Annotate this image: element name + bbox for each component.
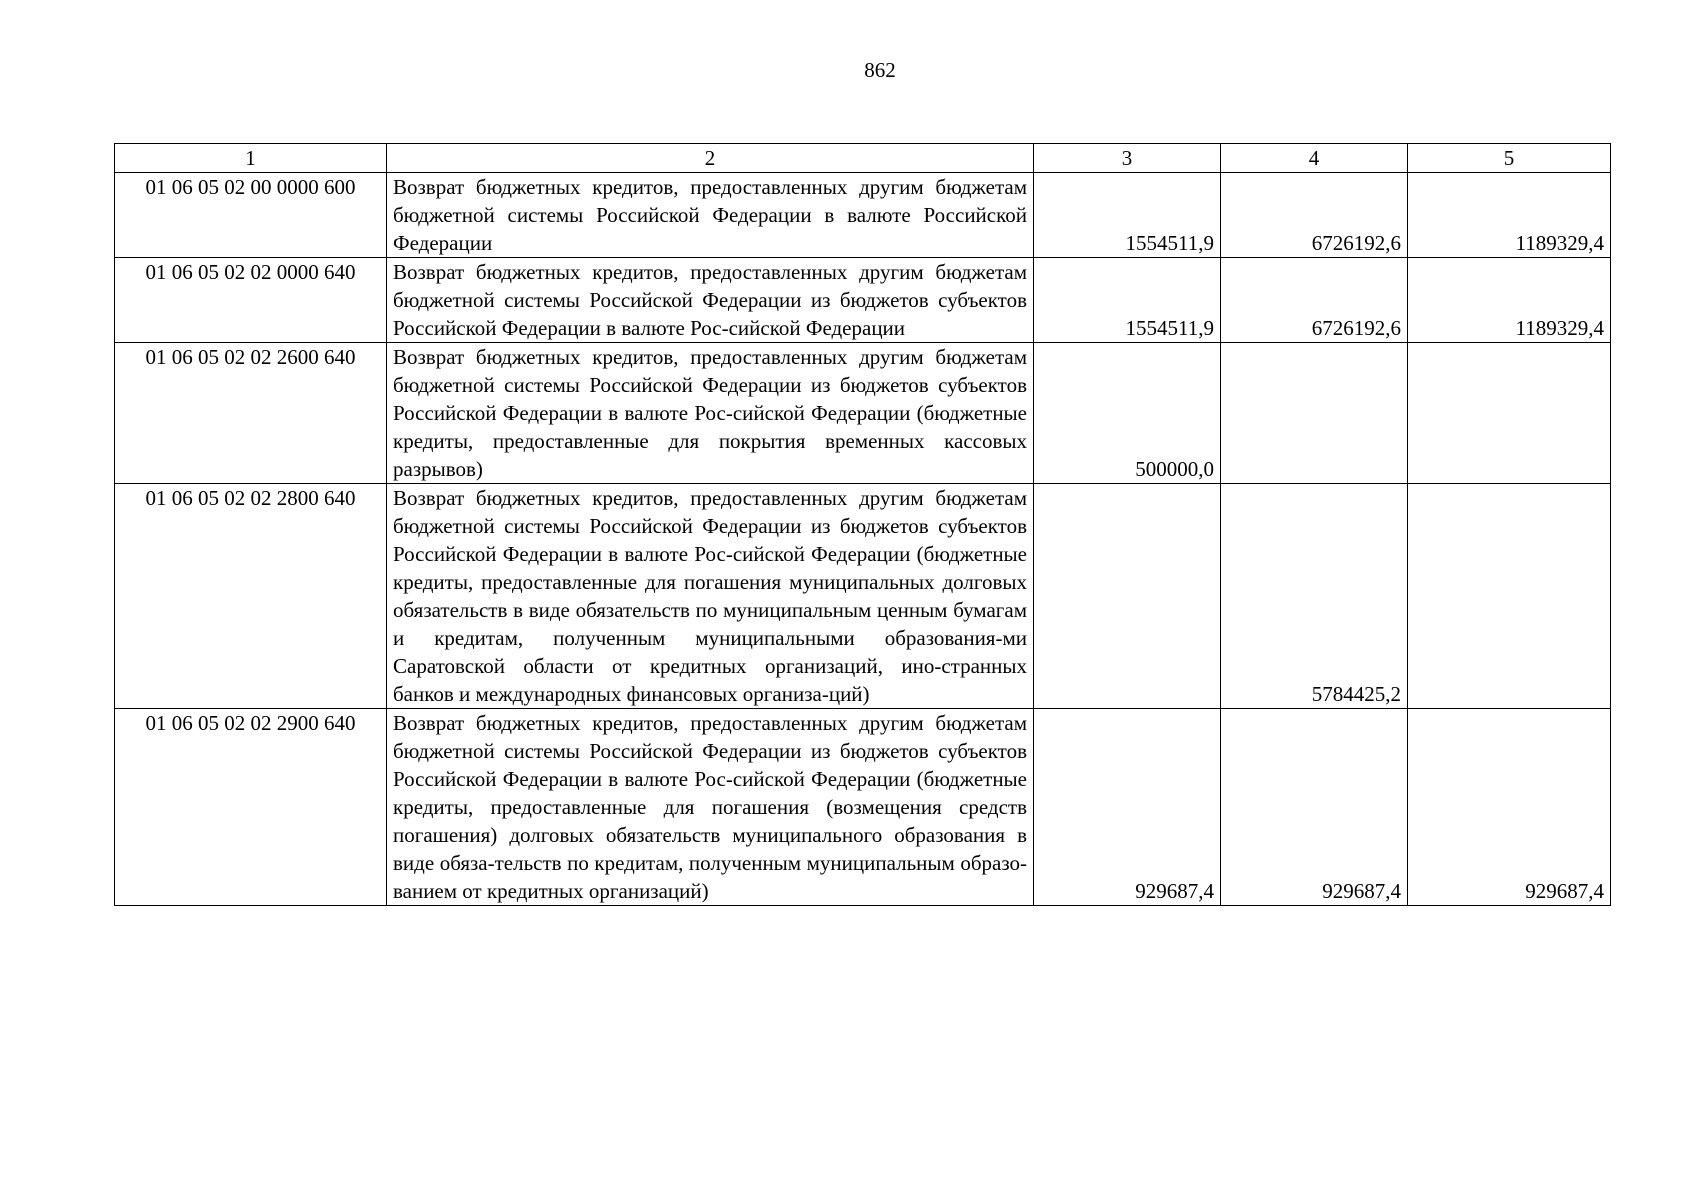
table-row [115,343,1611,484]
header-col-2: 2 [387,144,1034,173]
budget-table [114,143,1611,906]
row-code: 01 06 05 02 02 2600 640 [115,343,387,484]
row-code: 01 06 05 02 02 2800 640 [115,484,387,709]
header-col-3: 3 [1034,144,1221,173]
table-row [115,258,1611,343]
header-col-1: 1 [115,144,387,173]
row-value-col4: 5784425,2 [1221,484,1408,709]
row-description: Возврат бюджетных кредитов, предоставленных другим бюджетам бюджетной системы Российской Федерации из бюджетов субъектов Российской Федерации в валюте Рос-сийской Федерации (бюджетные кредиты, предоставленные для погашения муниципальных долговых обязательств в виде обязательств по муниципальным ценным бумагам и кредитам, полученным муниципальными образования-ми Саратовской области от кредитных организаций, ино-странных банков и международных финансовых организа-ций) [387,484,1034,709]
row-description: Возврат бюджетных кредитов, предоставленных другим бюджетам бюджетной системы Российской Федерации из бюджетов субъектов Российской Федерации в валюте Рос-сийской Федерации [387,258,1034,343]
row-value-col3: 929687,4 [1034,709,1221,906]
table-row [115,173,1611,258]
row-value-col3: 1554511,9 [1034,258,1221,343]
row-description: Возврат бюджетных кредитов, предоставленных другим бюджетам бюджетной системы Российской Федерации из бюджетов субъектов Российской Федерации в валюте Рос-сийской Федерации (бюджетные кредиты, предоставленные для покрытия временных кассовых разрывов) [387,343,1034,484]
row-value-col4: 6726192,6 [1221,258,1408,343]
header-row [115,144,1611,173]
table-row [115,709,1611,906]
page-number: 862 [864,58,896,82]
header-col-4: 4 [1221,144,1408,173]
row-value-col5 [1408,484,1611,709]
table-row [115,484,1611,709]
row-code: 01 06 05 02 02 0000 640 [115,258,387,343]
row-value-col5 [1408,343,1611,484]
row-value-col4: 6726192,6 [1221,173,1408,258]
row-value-col3: 500000,0 [1034,343,1221,484]
row-value-col3: 1554511,9 [1034,173,1221,258]
row-value-col3 [1034,484,1221,709]
header-col-5: 5 [1408,144,1611,173]
row-value-col4: 929687,4 [1221,709,1408,906]
row-value-col5: 1189329,4 [1408,258,1611,343]
row-code: 01 06 05 02 02 2900 640 [115,709,387,906]
row-value-col5: 929687,4 [1408,709,1611,906]
row-description: Возврат бюджетных кредитов, предоставленных другим бюджетам бюджетной системы Российской Федерации из бюджетов субъектов Российской Федерации в валюте Рос-сийской Федерации (бюджетные кредиты, предоставленные для погашения (возмещения средств погашения) долговых обязательств муниципального образования в виде обяза-тельств по кредитам, полученным муниципальным образо-ванием от кредитных организаций) [387,709,1034,906]
row-description: Возврат бюджетных кредитов, предоставленных другим бюджетам бюджетной системы Российской Федерации в валюте Российской Федерации [387,173,1034,258]
row-value-col4 [1221,343,1408,484]
row-code: 01 06 05 02 00 0000 600 [115,173,387,258]
row-value-col5: 1189329,4 [1408,173,1611,258]
